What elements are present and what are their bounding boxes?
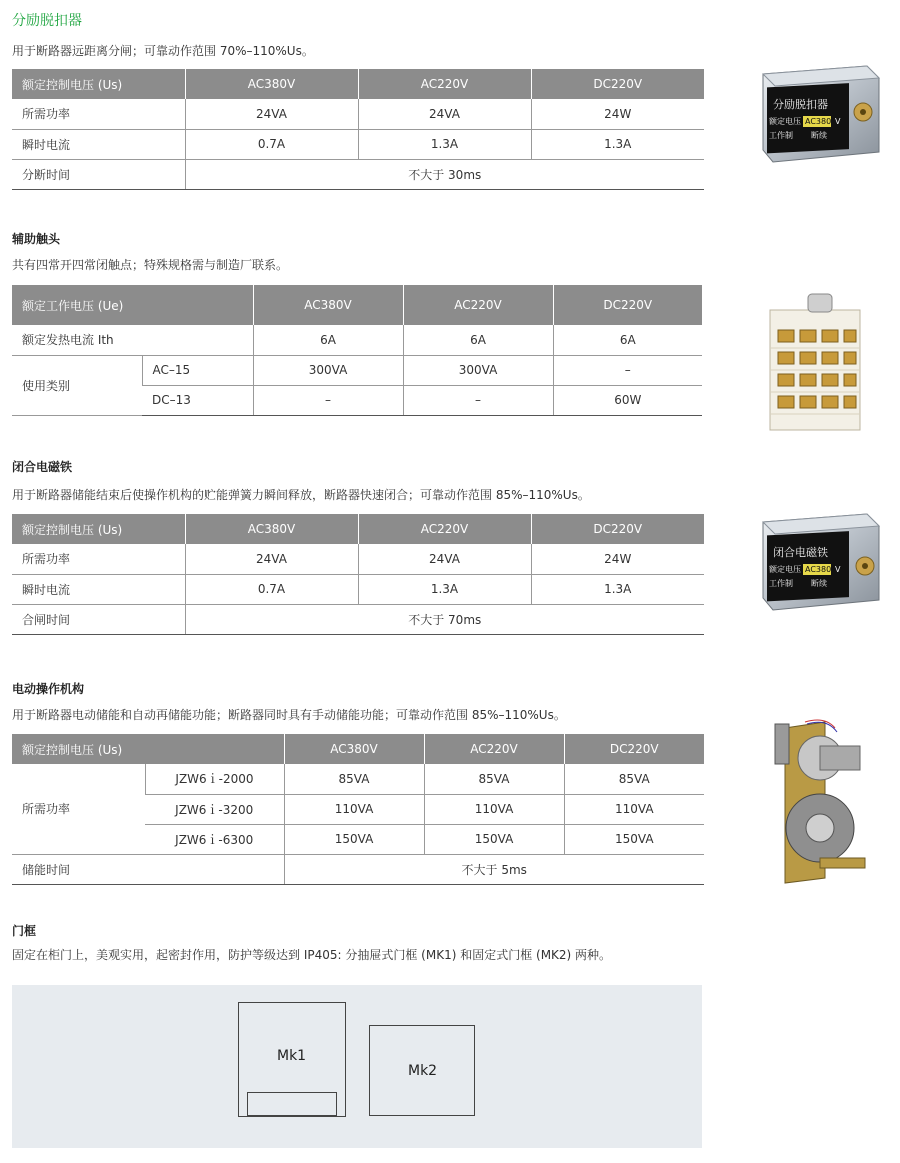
header-cell: DC220V bbox=[564, 734, 704, 764]
table-cell: 110VA bbox=[424, 794, 564, 824]
table-cell: – bbox=[553, 355, 702, 385]
table-row bbox=[12, 159, 704, 189]
auxiliary-contact-photo bbox=[760, 290, 870, 440]
shunt-description: 用于断路器远距离分闸；可靠动作范围 70%–110%Us。 bbox=[12, 44, 314, 58]
door-section-title: 门框 bbox=[12, 924, 37, 938]
table-cell: 不大于 70ms bbox=[185, 604, 704, 634]
table-cell: 85VA bbox=[424, 764, 564, 794]
header-cell: AC220V bbox=[358, 69, 531, 99]
table-cell: 0.7A bbox=[185, 129, 358, 159]
motor-section-title: 电动操作机构 bbox=[12, 682, 85, 696]
row-label: 瞬时电流 bbox=[12, 574, 185, 604]
row-label: 分断时间 bbox=[12, 159, 185, 189]
header-cell: AC380V bbox=[185, 514, 358, 544]
aux-description: 共有四常开四常闭触点；特殊规格需与制造厂联系。 bbox=[12, 258, 289, 272]
header-cell: AC380V bbox=[185, 69, 358, 99]
table-cell: 1.3A bbox=[358, 129, 531, 159]
photo-label-voltage: 额定电压 bbox=[769, 117, 801, 126]
table-cell: 300VA bbox=[253, 355, 403, 385]
motor-spec-table bbox=[12, 734, 704, 885]
table-row bbox=[12, 574, 704, 604]
row-label: 瞬时电流 bbox=[12, 129, 185, 159]
table-cell: 150VA bbox=[564, 824, 704, 854]
row-label: 合闸时间 bbox=[12, 604, 185, 634]
table-cell: 60W bbox=[553, 385, 702, 415]
table-cell: 6A bbox=[553, 325, 702, 355]
aux-spec-table bbox=[12, 285, 702, 416]
header-cell: 额定工作电压 (Ue) bbox=[12, 285, 253, 325]
mk1-label: Mk1 bbox=[277, 1048, 307, 1064]
header-cell: AC220V bbox=[358, 514, 531, 544]
mk2-label: Mk2 bbox=[408, 1063, 438, 1079]
closing-description: 用于断路器储能结束后使操作机构的贮能弹簧力瞬间释放，断路器快速闭合；可靠动作范围 85%–110%Us。 bbox=[12, 488, 590, 502]
table-row bbox=[12, 764, 704, 794]
header-cell: DC220V bbox=[531, 69, 704, 99]
row-label: 所需功率 bbox=[12, 764, 145, 854]
motor-mechanism-photo bbox=[765, 718, 875, 888]
closing-spec-table bbox=[12, 514, 704, 635]
photo-label-voltage-value: AC380 bbox=[805, 565, 832, 574]
table-cell: 24VA bbox=[358, 99, 531, 129]
photo-label-unit: V bbox=[835, 565, 841, 574]
row-label: 所需功率 bbox=[12, 99, 185, 129]
aux-section-title: 辅助触头 bbox=[12, 232, 61, 246]
header-cell: 额定控制电压 (Us) bbox=[12, 514, 185, 544]
photo-label-line1: 分励脱扣器 bbox=[773, 98, 828, 111]
table-cell: 1.3A bbox=[531, 574, 704, 604]
photo-label-voltage: 额定电压 bbox=[769, 565, 801, 574]
mk1-frame bbox=[238, 1002, 346, 1117]
table-cell: 1.3A bbox=[358, 574, 531, 604]
photo-label-duty-value: 断续 bbox=[811, 131, 827, 140]
row-label: 使用类别 bbox=[12, 355, 142, 415]
row-label: 所需功率 bbox=[12, 544, 185, 574]
header-cell: AC220V bbox=[403, 285, 553, 325]
table-row bbox=[12, 129, 704, 159]
table-cell: 24VA bbox=[185, 99, 358, 129]
table-cell: 300VA bbox=[403, 355, 553, 385]
sub-row-label: JZW6ｉ-2000 bbox=[145, 764, 284, 794]
photo-label-duty-value: 断续 bbox=[811, 579, 827, 588]
sub-row-label: AC–15 bbox=[142, 355, 253, 385]
table-header-row bbox=[12, 734, 704, 764]
header-cell: 额定控制电压 (Us) bbox=[12, 734, 284, 764]
photo-label-unit: V bbox=[835, 117, 841, 126]
row-label: 储能时间 bbox=[12, 854, 284, 884]
closing-electromagnet-photo bbox=[755, 508, 885, 618]
mk2-frame bbox=[369, 1025, 475, 1116]
table-row bbox=[12, 325, 702, 355]
photo-label-duty: 工作制 bbox=[769, 131, 793, 140]
table-cell: 不大于 5ms bbox=[284, 854, 704, 884]
shunt-release-photo bbox=[755, 60, 885, 170]
table-cell: 24W bbox=[531, 544, 704, 574]
photo-label-duty: 工作制 bbox=[769, 579, 793, 588]
table-header-row bbox=[12, 514, 704, 544]
motor-description: 用于断路器电动储能和自动再储能功能；断路器同时具有手动储能功能；可靠动作范围 85%–110%Us。 bbox=[12, 708, 566, 722]
header-cell: AC220V bbox=[424, 734, 564, 764]
table-cell: 0.7A bbox=[185, 574, 358, 604]
table-cell: 不大于 30ms bbox=[185, 159, 704, 189]
table-cell: 24VA bbox=[185, 544, 358, 574]
photo-label-line1: 闭合电磁铁 bbox=[773, 546, 828, 559]
header-cell: DC220V bbox=[531, 514, 704, 544]
table-cell: 85VA bbox=[284, 764, 424, 794]
sub-row-label: JZW6ｉ-3200 bbox=[145, 794, 284, 824]
sub-row-label: DC–13 bbox=[142, 385, 253, 415]
table-cell: 85VA bbox=[564, 764, 704, 794]
table-cell: 1.3A bbox=[531, 129, 704, 159]
table-row bbox=[12, 544, 704, 574]
sub-row-label: JZW6ｉ-6300 bbox=[145, 824, 284, 854]
table-row bbox=[12, 355, 702, 385]
table-cell: – bbox=[253, 385, 403, 415]
table-cell: 6A bbox=[403, 325, 553, 355]
header-cell: DC220V bbox=[553, 285, 702, 325]
header-cell: 额定控制电压 (Us) bbox=[12, 69, 185, 99]
page-title: 分励脱扣器 bbox=[12, 13, 82, 29]
table-cell: 24W bbox=[531, 99, 704, 129]
table-cell: 110VA bbox=[284, 794, 424, 824]
table-cell: 110VA bbox=[564, 794, 704, 824]
table-row bbox=[12, 854, 704, 884]
header-cell: AC380V bbox=[284, 734, 424, 764]
table-cell: 6A bbox=[253, 325, 403, 355]
photo-label-voltage-value: AC380 bbox=[805, 117, 832, 126]
closing-section-title: 闭合电磁铁 bbox=[12, 460, 73, 474]
header-cell: AC380V bbox=[253, 285, 403, 325]
mk1-drawer-slot bbox=[247, 1092, 337, 1116]
table-cell: 150VA bbox=[284, 824, 424, 854]
door-frame-diagram bbox=[12, 985, 702, 1148]
table-cell: 150VA bbox=[424, 824, 564, 854]
door-description: 固定在柜门上，美观实用，起密封作用，防护等级达到 IP405: 分抽屉式门框 (MK1) 和固定式门框 (MK2) 两种。 bbox=[12, 948, 612, 962]
table-cell: 24VA bbox=[358, 544, 531, 574]
table-row bbox=[12, 99, 704, 129]
table-header-row bbox=[12, 69, 704, 99]
table-cell: – bbox=[403, 385, 553, 415]
row-label: 额定发热电流 Ith bbox=[12, 325, 253, 355]
table-header-row bbox=[12, 285, 702, 325]
shunt-spec-table bbox=[12, 69, 704, 190]
table-row bbox=[12, 604, 704, 634]
